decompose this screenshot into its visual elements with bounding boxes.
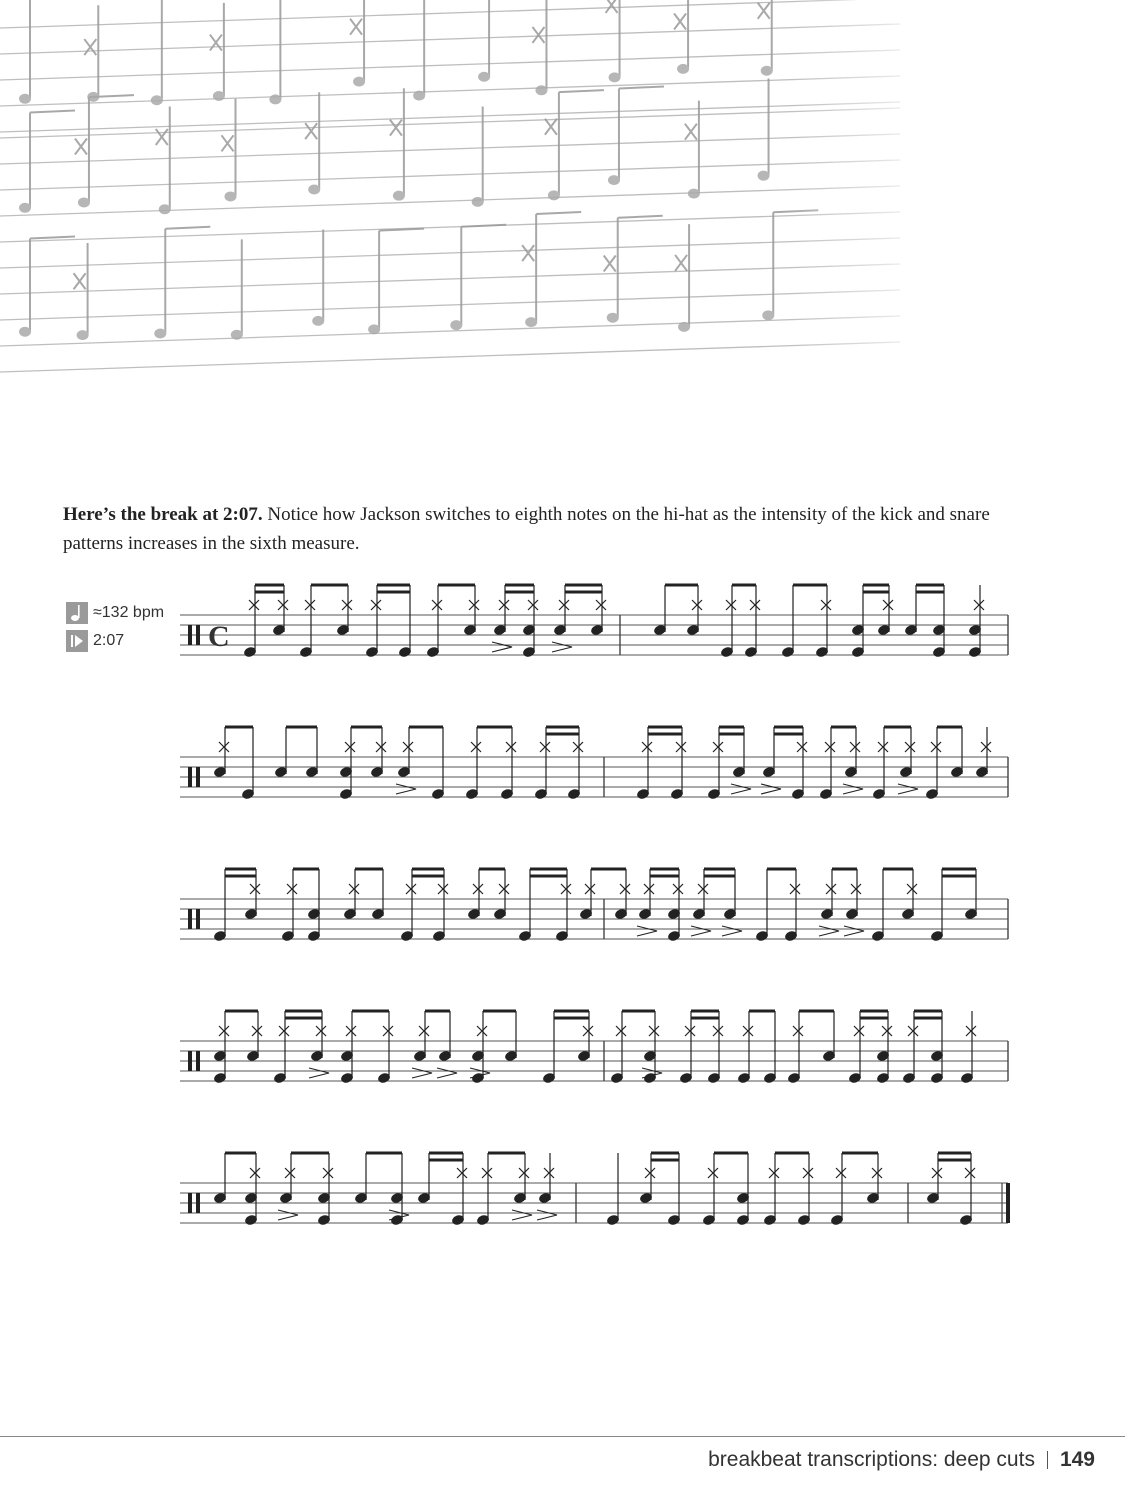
intro-body: Notice how Jackson switches to eighth notes on the hi-hat as the intensity of the kick and snare patterns increases in the sixth measure. [63,504,990,554]
staff-system [180,1153,1010,1226]
tempo-text: ≈132 bpm [93,604,165,621]
staff-system [180,1011,1008,1084]
footer-divider [0,1436,1125,1437]
staff-system [180,727,1008,800]
timestamp-text: 2:07 [93,632,125,649]
intro-paragraph [63,500,1053,558]
footer-separator [1047,1451,1048,1469]
handwritten-drum-chart-image [0,0,1125,400]
drum-notation-score [0,560,1125,1260]
staff-system [180,585,1008,658]
book-title: breakbeat transcriptions: deep cuts [708,1448,1035,1471]
time-signature: C [208,620,230,653]
staff-system [180,869,1008,942]
intro-lead: Here’s the break at 2:07. [63,504,263,525]
page-number: 149 [1059,1448,1095,1471]
page-footer [708,1448,1095,1472]
